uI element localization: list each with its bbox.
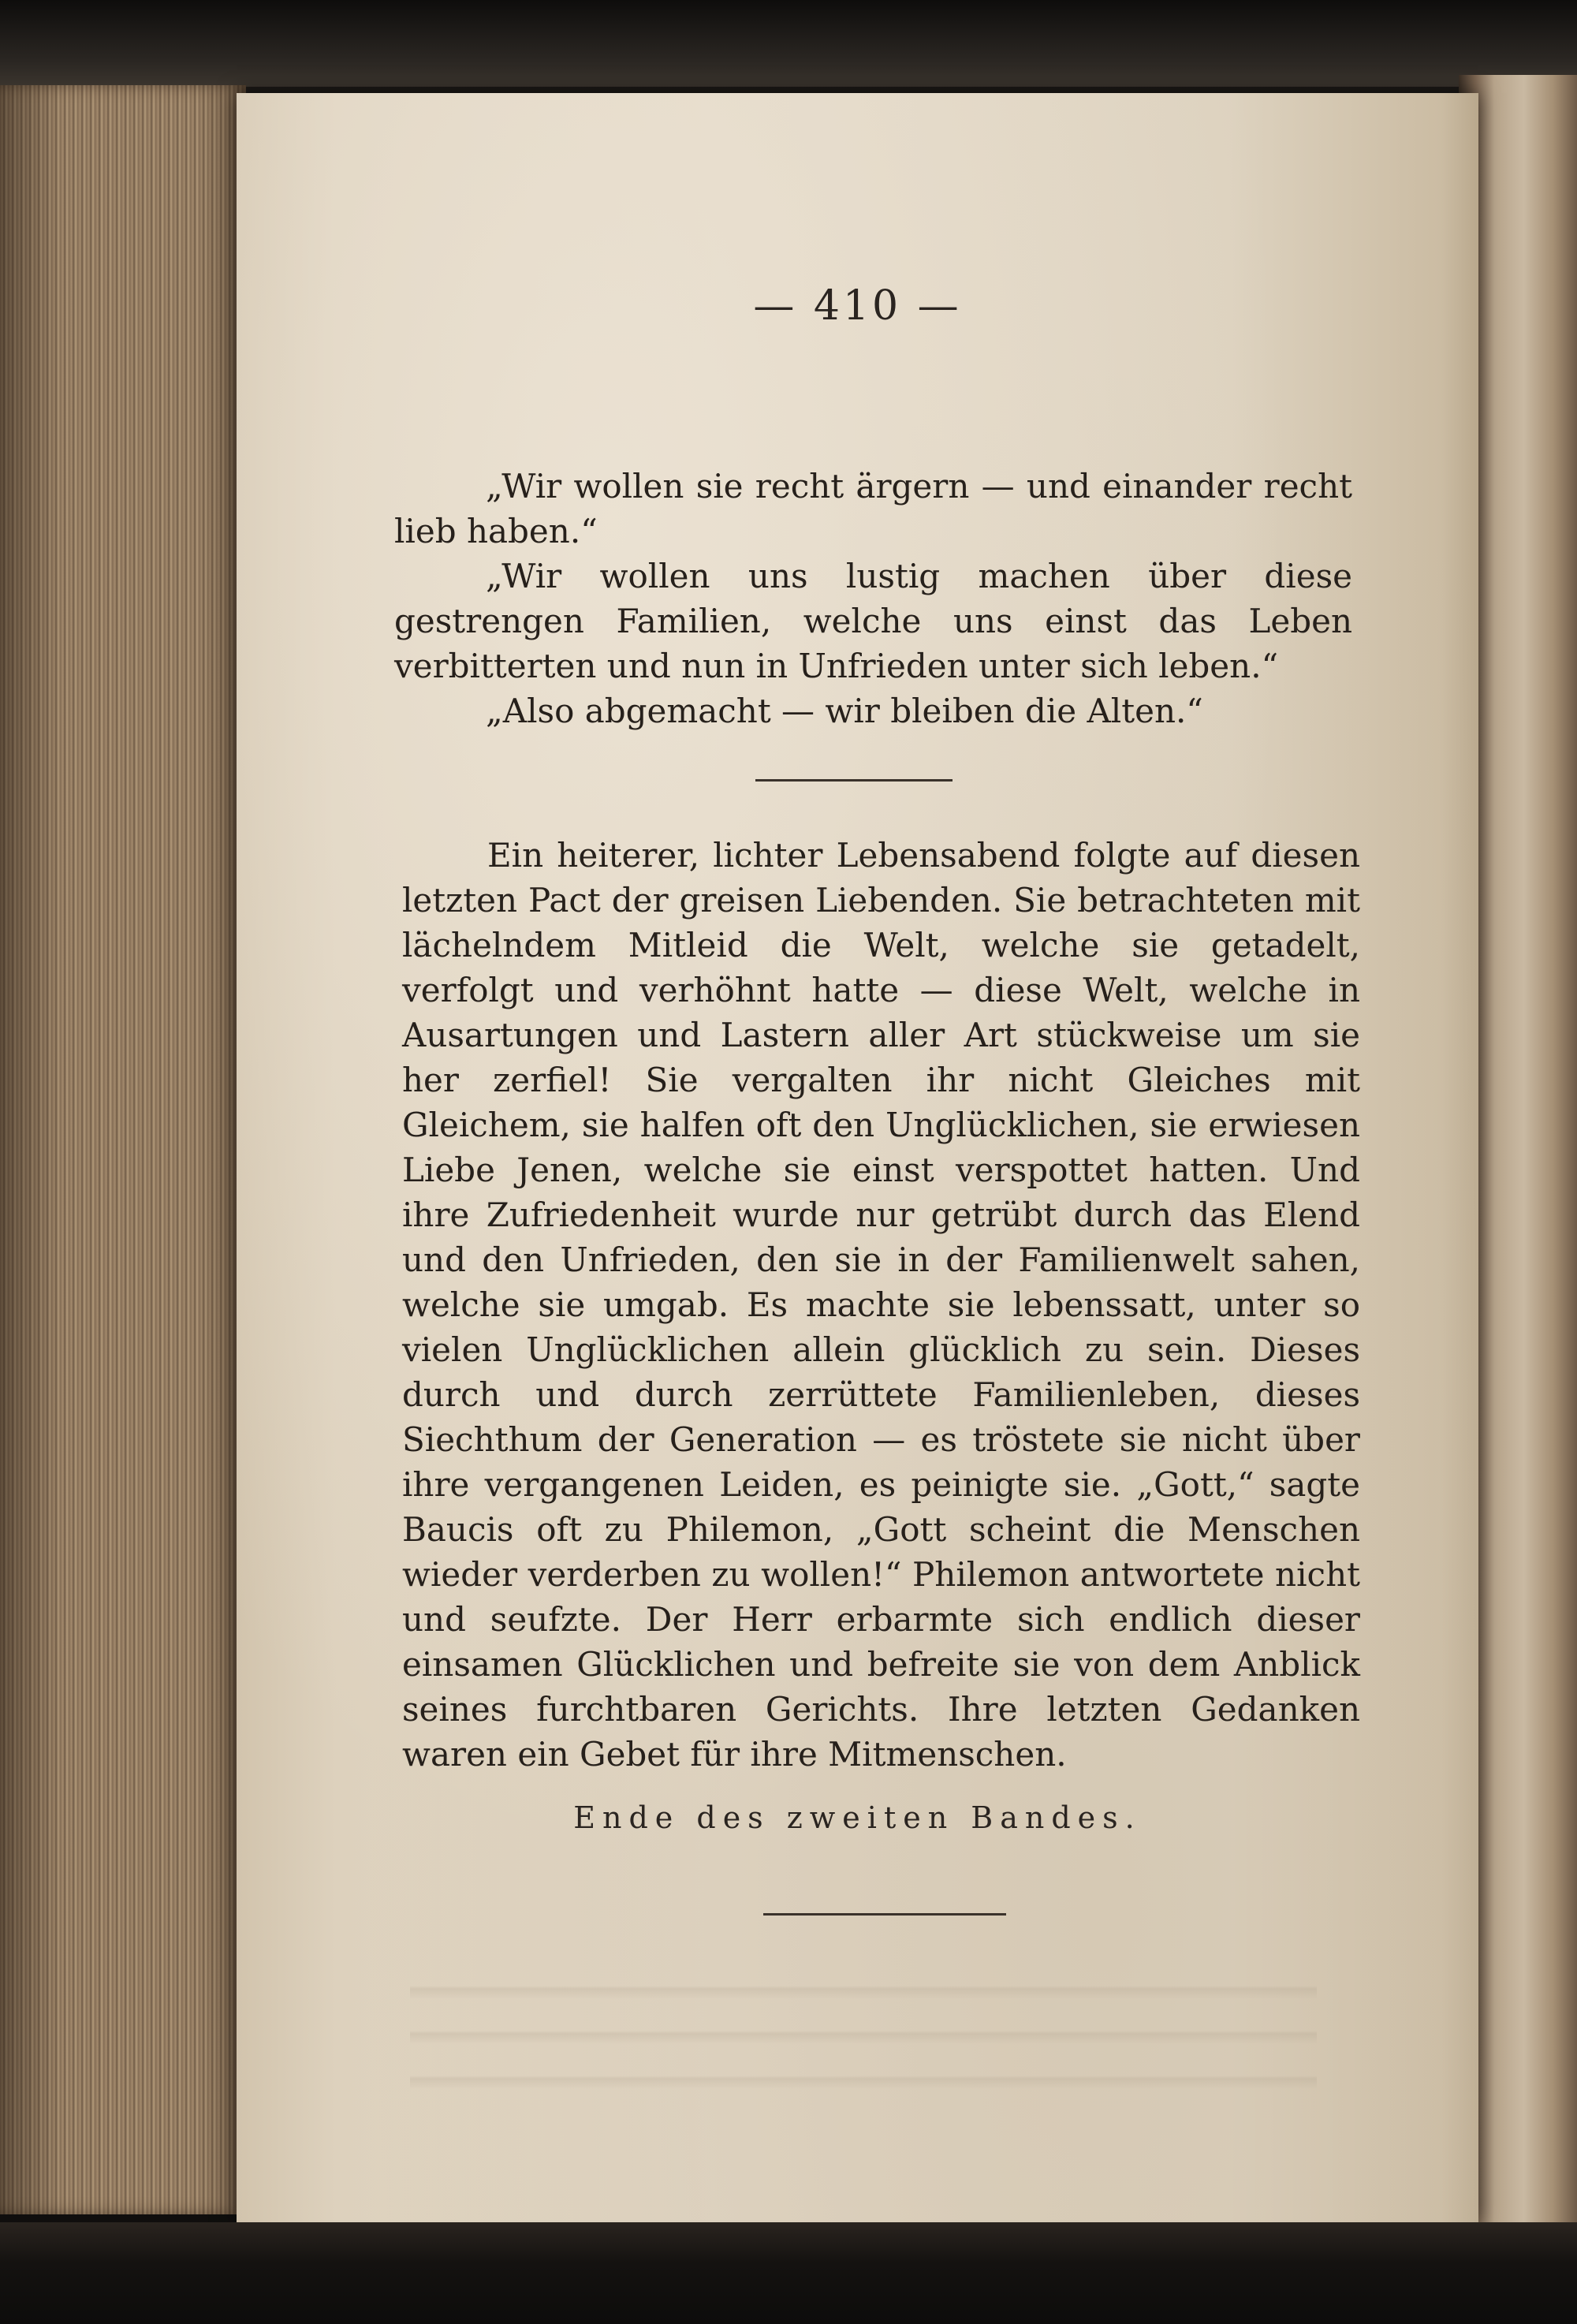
bottom-shadow: [0, 2222, 1577, 2324]
closing-paragraph: Ein heiterer, lichter Lebensabend folgte auf diesen letzten Pact der greisen Liebenden. Sie betrachteten mit lächelndem Mitleid die Welt, welche sie getadelt, verfolgt und verhöhnt hatte — diese Welt, welche in Ausartungen und Lastern aller Art stückweise um sie her zerfiel! Sie vergalten ihr nicht Gleiches mit Gleichem, sie halfen oft den Unglücklichen, sie erwiesen Liebe Jenen, welche sie einst verspottet hatten. Und ihre Zufriedenheit wurde nur getrübt durch das Elend und den Unfrieden, den sie in der Familienwelt sahen, welche sie umgab. Es machte sie lebenssatt, unter so vielen Unglücklichen allein glücklich zu sein. Dieses durch und durch zerrüttete Familienleben, dieses Siechthum der Generation — es tröstete sie nicht über ihre vergangenen Leiden, es peinigte sie. „Gott,“ sagte Baucis oft zu Philemon, „Gott scheint die Menschen wieder verderben zu wollen!“ Philemon antwortete nicht und seufzte. Der Herr erbarmte sich endlich dieser einsamen Glücklichen und befreite sie von dem Anblick seines furchtbaren Gerichts. Ihre letzten Gedanken waren ein Gebet für ihre Mitmenschen.: [402, 836, 1360, 1774]
end-divider: [763, 1913, 1006, 1916]
page-edges-left: [0, 85, 246, 2214]
book-page: [237, 93, 1478, 2222]
end-of-volume-note: Ende des zweiten Bandes.: [573, 1800, 1142, 1835]
binding-shadow: [0, 0, 1577, 87]
page-number: — 410 —: [753, 282, 962, 330]
section-divider: [755, 779, 953, 782]
bleed-through-texture: [410, 1954, 1317, 2112]
dialog-line: „Also abgemacht — wir bleiben die Alten.“: [486, 692, 1203, 730]
dialog-block: [394, 464, 1352, 733]
dialog-line: „Wir wollen sie recht ärgern — und einander recht lieb haben.“: [394, 467, 1352, 550]
dialog-line: „Wir wollen uns lustig machen über diese gestrengen Familien, welche uns einst das Leben verbitterten und nun in Unfrieden unter sich leben.“: [394, 557, 1352, 685]
closing-paragraph-block: [402, 833, 1360, 1777]
